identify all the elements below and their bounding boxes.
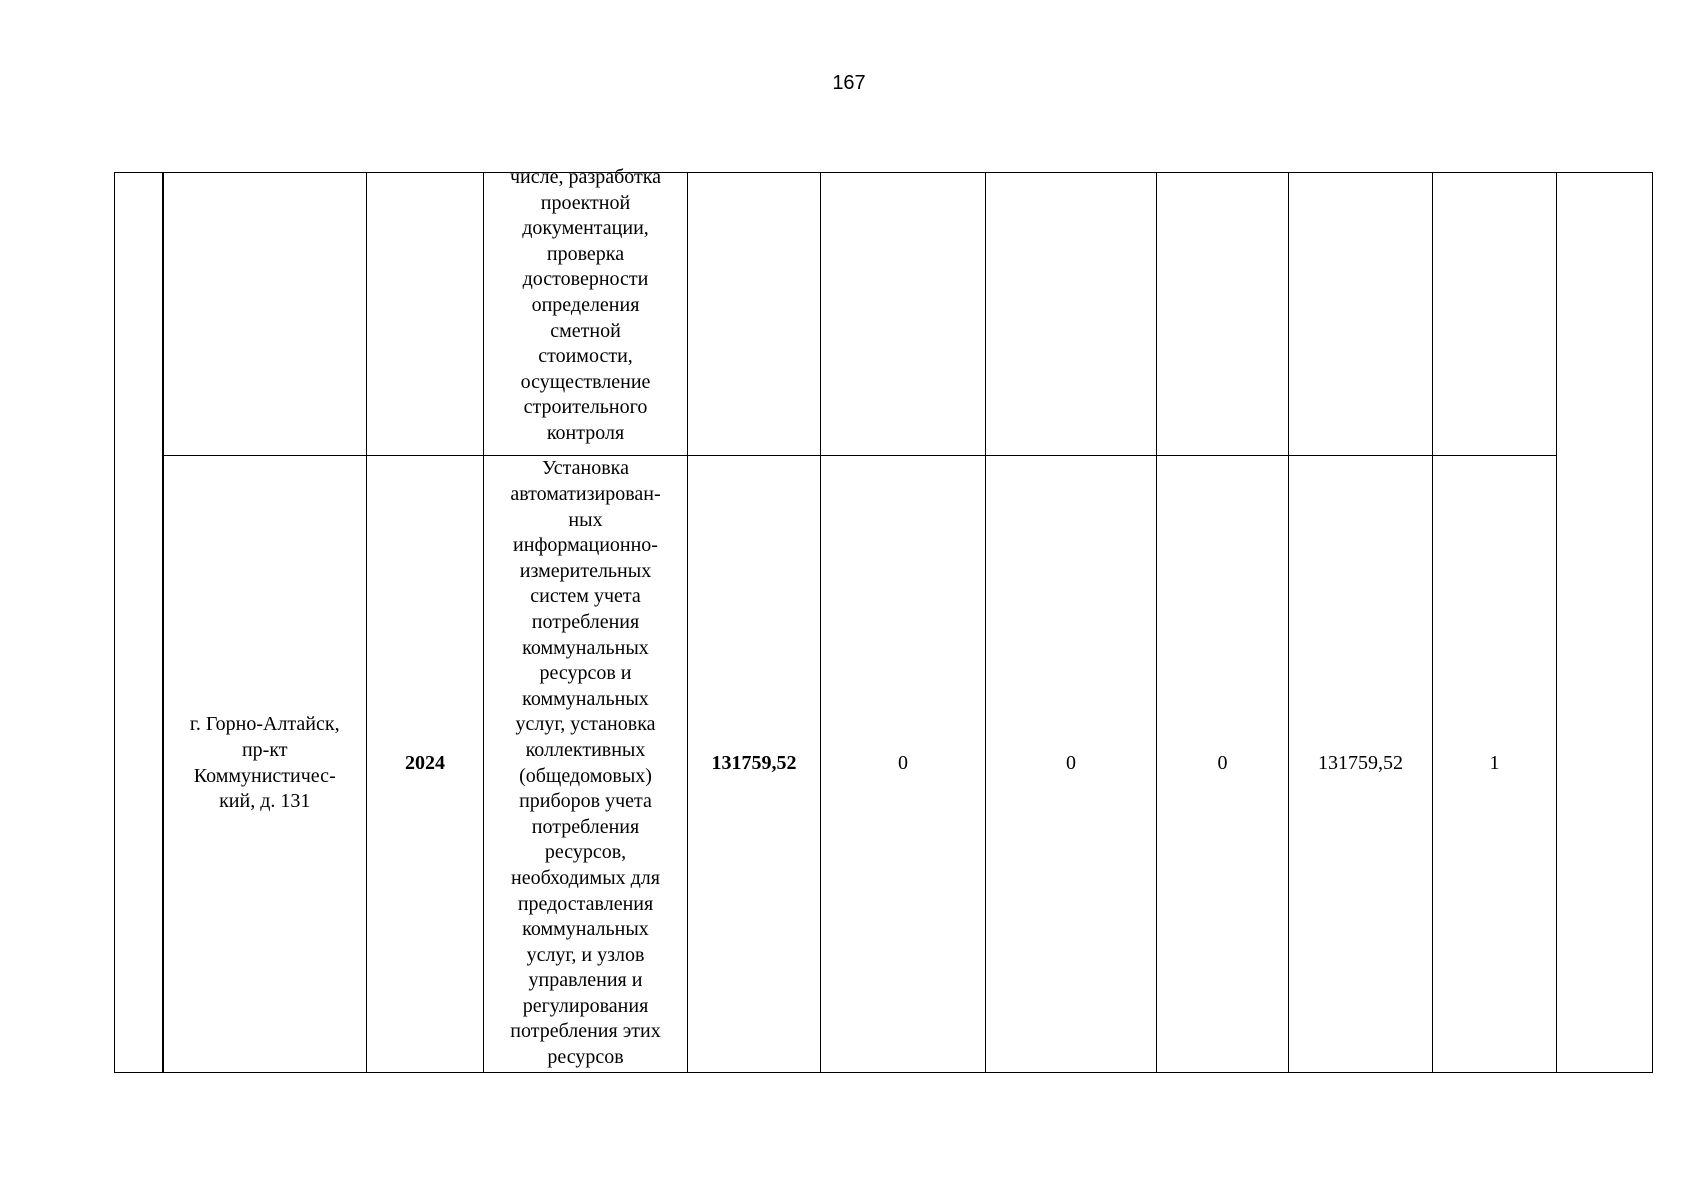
- total-cost-text: 131759,52: [711, 751, 797, 774]
- address-text: г. Горно-Алтайск, пр-кт Коммунистичес- кий, д. 131: [189, 713, 340, 813]
- total-cost-cell: [688, 173, 821, 456]
- value-text-4: 131759,52: [1318, 751, 1403, 774]
- total-cost-cell: [688, 455, 821, 1072]
- value-cell-4: [1289, 173, 1433, 456]
- value-cell-2: [986, 455, 1157, 1072]
- value-cell-3: [1157, 173, 1289, 456]
- value-cell-1: [821, 173, 986, 456]
- value-text-1: 0: [898, 751, 908, 774]
- table-row: [115, 173, 1653, 456]
- work-description-text: числе, разработка проектной документации, проверка достоверности определения сметной стоимости, осуществление строительного контроля: [509, 166, 662, 444]
- value-text-2: 0: [1066, 751, 1076, 774]
- last-column-cell: [1557, 173, 1653, 1073]
- work-description-cell: [484, 455, 688, 1072]
- value-cell-5: [1433, 455, 1557, 1072]
- address-cell: [163, 455, 367, 1072]
- work-description-text: Установка автоматизирован- ных информационно- измерительных систем учета потребления коммунальных ресурсов и коммунальных услуг, установка коллективных (общедомовых) приборов учета потребления ресурсов, необходимых для предоставления коммунальных услуг, и узлов управления и регулирования потребления этих ресурсов: [510, 457, 661, 1069]
- year-cell: [367, 455, 484, 1072]
- year-cell: [367, 173, 484, 456]
- address-cell: [163, 173, 367, 456]
- row-number-cell: [115, 173, 163, 1073]
- year-text: 2024: [405, 751, 445, 774]
- page-number: 167: [832, 72, 866, 94]
- value-cell-5: [1433, 173, 1557, 456]
- value-text-5: 1: [1489, 751, 1500, 774]
- value-cell-1: [821, 455, 986, 1072]
- value-cell-4: [1289, 455, 1433, 1072]
- value-cell-2: [986, 173, 1157, 456]
- works-table: [114, 166, 1653, 1073]
- value-cell-3: [1157, 455, 1289, 1072]
- work-description-cell: [484, 166, 688, 456]
- table-row: [115, 455, 1653, 1072]
- value-text-3: 0: [1217, 751, 1228, 774]
